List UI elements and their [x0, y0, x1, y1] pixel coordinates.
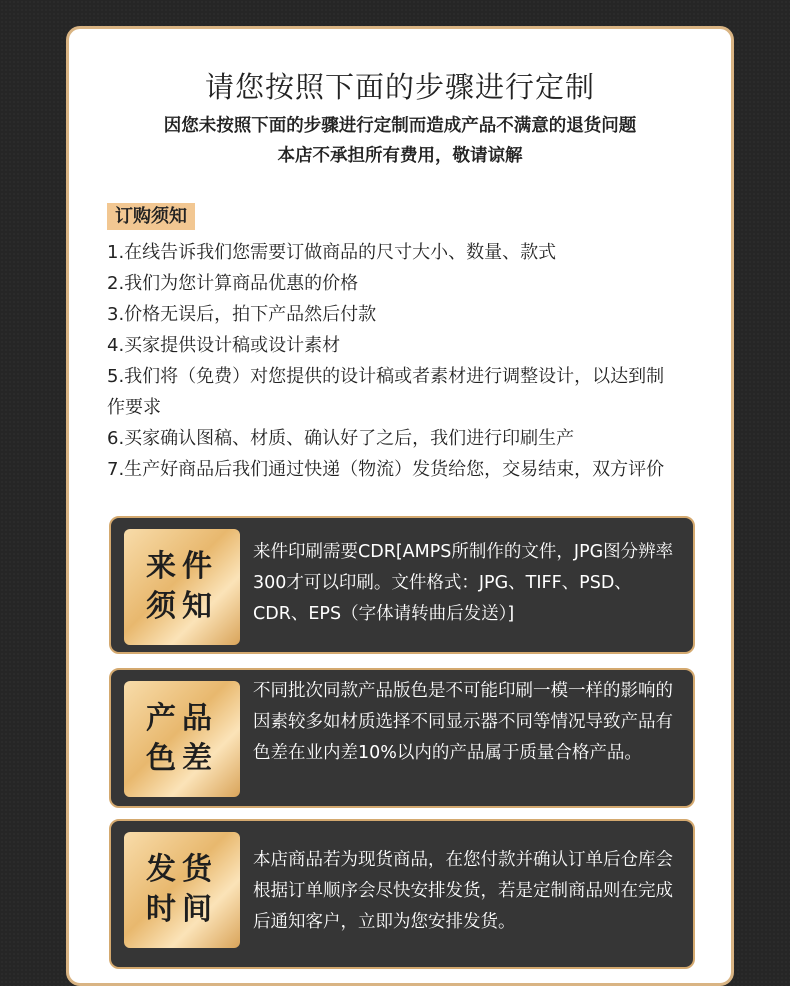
step-item: 6.买家确认图稿、材质、确认好了之后，我们进行印刷生产	[107, 428, 575, 449]
step-item: 3.价格无误后，拍下产品然后付款	[107, 304, 377, 325]
content-card	[66, 26, 734, 986]
color-difference-badge	[124, 681, 240, 797]
step-item: 7.生产好商品后我们通过快递（物流）发货给您，交易结束，双方评价	[107, 459, 665, 480]
step-item-continuation: 作要求	[107, 397, 161, 418]
color-difference-box	[109, 668, 695, 808]
shipping-time-badge	[124, 832, 240, 948]
ordering-steps-list	[107, 237, 707, 485]
disclaimer-line-1: 因您未按照下面的步骤进行定制而造成产品不满意的退货问题	[163, 116, 637, 136]
file-requirements-label: 来件须知	[146, 549, 218, 624]
file-requirements-text: 来件印刷需要CDR[AMPS所制作的文件，JPG图分辨率300才可以印刷。文件格式：JPG、TIFF、PSD、CDR、EPS（字体请转曲后发送）]	[253, 542, 674, 624]
step-item: 2.我们为您计算商品优惠的价格	[107, 273, 359, 294]
color-difference-label: 产品色差	[146, 701, 218, 776]
shipping-time-box	[109, 819, 695, 969]
shipping-time-label: 发货时间	[146, 852, 218, 927]
file-requirements-box	[109, 516, 695, 654]
color-difference-text: 不同批次同款产品版色是不可能印刷一模一样的影响的因素较多如材质选择不同显示器不同等情况导致产品有色差在业内差10%以内的产品属于质量合格产品。	[253, 681, 673, 763]
ordering-notice-tag: 订购须知	[107, 203, 195, 230]
page-title: 请您按照下面的步骤进行定制	[204, 70, 595, 104]
disclaimer-line-2: 本店不承担所有费用，敬请谅解	[277, 146, 523, 166]
disclaimer	[69, 111, 731, 171]
step-item: 1.在线告诉我们您需要订做商品的尺寸大小、数量、款式	[107, 242, 557, 263]
step-item: 5.我们将（免费）对您提供的设计稿或者素材进行调整设计，以达到制	[107, 366, 665, 387]
file-requirements-badge	[124, 529, 240, 645]
shipping-time-text: 本店商品若为现货商品，在您付款并确认订单后仓库会根据订单顺序会尽快安排发货，若是定制商品则在完成后通知客户，立即为您安排发货。	[253, 850, 673, 932]
step-item: 4.买家提供设计稿或设计素材	[107, 335, 341, 356]
